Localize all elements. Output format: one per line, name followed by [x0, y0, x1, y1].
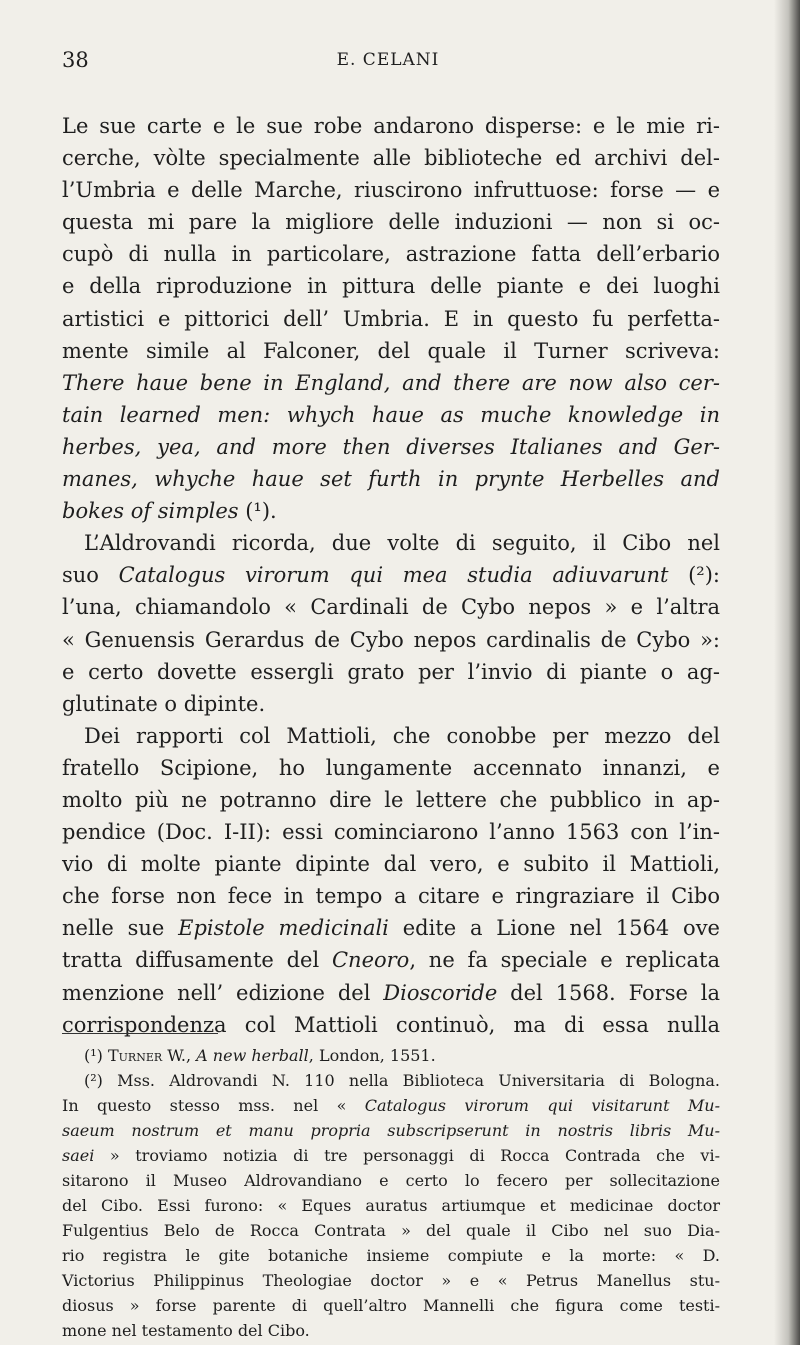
footnote-line: del Cibo. Essi furono: « Eques auratus artiumque et medicinae doctor [62, 1196, 720, 1215]
text-line: mente simile al Falconer, del quale il Turner scriveva: [62, 338, 720, 363]
text-line: suo Catalogus virorum qui mea studia adiuvarunt (²): [62, 563, 720, 588]
footnote-line: (¹) Turner W., A new herball, London, 1551. [84, 1046, 436, 1065]
footnote-line: Fulgentius Belo de Rocca Contrata » del quale il Cibo nel suo Dia- [62, 1221, 720, 1240]
text-line: artistici e pittorici dell’ Umbria. E in questo fu perfetta- [62, 306, 720, 331]
footnotes [62, 1043, 720, 1343]
quotation-line: herbes, yea, and more then diverses Italianes and Ger- [62, 434, 720, 459]
text-line: corrispondenza col Mattioli continuò, ma di essa nulla [62, 1012, 720, 1037]
running-head: E. CELANI [336, 50, 440, 70]
text-line: l’Umbria e delle Marche, riuscirono infruttuose: forse — e [62, 178, 720, 203]
text-line: cupò di nulla in particolare, astrazione fatta dell’erbario [62, 242, 720, 267]
dioscoride-title: Dioscoride [383, 980, 498, 1005]
text-line: e certo dovette essergli grato per l’invio di piante o ag- [62, 659, 720, 684]
page-header [62, 48, 714, 78]
page-number: 38 [62, 48, 89, 72]
footnote-line: sitarono il Museo Aldrovandiano e certo lo fecero per sollecitazione [62, 1171, 720, 1190]
quotation-line: bokes of simples (¹). [62, 499, 277, 524]
footnote-line: (²) Mss. Aldrovandi N. 110 nella Biblioteca Universitaria di Bologna. [84, 1071, 720, 1090]
author-name: Turner [107, 1046, 163, 1065]
footnote-line: mone nel testamento del Cibo. [62, 1321, 310, 1340]
footnote-line: saeum nostrum et manu propria subscripserunt in nostris libris Mu- [62, 1121, 720, 1140]
text-line: tratta diffusamente del Cneoro, ne fa speciale e replicata [62, 948, 720, 973]
epistole-title: Epistole medicinali [178, 916, 389, 941]
quotation-line: tain learned men: whych haue as muche knowledge in [62, 402, 720, 427]
footnote-line: Victorius Philippinus Theologiae doctor » e « Petrus Manellus stu- [62, 1271, 720, 1290]
page-edge-shadow [774, 0, 800, 1345]
text-line: pendice (Doc. I-II): essi cominciarono l’anno 1563 con l’in- [62, 820, 720, 845]
text-line: menzione nell’ edizione del Dioscoride del 1568. Forse la [62, 980, 720, 1005]
herball-title: A new herball [196, 1046, 309, 1065]
text-line: vio di molte piante dipinte dal vero, e subito il Mattioli, [62, 852, 720, 877]
catalogus-title: Catalogus virorum qui mea studia adiuvarunt [118, 563, 669, 588]
text-line: molto più ne potranno dire le lettere che pubblico in ap- [62, 787, 720, 812]
text-line: fratello Scipione, ho lungamente accennato innanzi, e [62, 755, 720, 780]
text-line: Le sue carte e le sue robe andarono disperse: e le mie ri- [62, 114, 720, 138]
text-line: l’una, chiamandolo « Cardinali de Cybo nepos » e l’altra [62, 595, 720, 620]
footnote-ref: (¹). [238, 499, 277, 524]
text-line: glutinate o dipinte. [62, 691, 266, 716]
text-line: che forse non fece in tempo a citare e ringraziare il Cibo [62, 884, 720, 909]
text-line: Dei rapporti col Mattioli, che conobbe per mezzo del [84, 723, 720, 748]
footnote-ref: (²): [668, 563, 720, 588]
text-line: questa mi pare la migliore delle induzioni — non si oc- [62, 210, 720, 235]
text-line: e della riproduzione in pittura delle piante e dei luoghi [62, 274, 720, 299]
footnote-separator [62, 1033, 218, 1034]
footnote-line: diosus » forse parente di quell’altro Mannelli che figura come testi- [62, 1296, 720, 1315]
body-text [62, 110, 720, 1041]
quotation-line: There haue bene in England, and there are now also cer- [62, 370, 720, 395]
text-line: L’Aldrovandi ricorda, due volte di seguito, il Cibo nel [84, 531, 720, 556]
footnote-line: saei » troviamo notizia di tre personaggi di Rocca Contrada che vi- [62, 1146, 720, 1165]
cneoro-term: Cneoro [331, 948, 410, 973]
quotation-line: manes, whyche haue set furth in prynte Herbelles and [62, 467, 720, 492]
footnote-line: rio registra le gite botaniche insieme compiute e la morte: « D. [62, 1246, 720, 1265]
text-line: cerche, vòlte specialmente alle biblioteche ed archivi del- [62, 146, 720, 171]
footnote-line: In questo stesso mss. nel « Catalogus virorum qui visitarunt Mu- [62, 1096, 721, 1115]
text-line: « Genuensis Gerardus de Cybo nepos cardinalis de Cybo »: [62, 627, 720, 652]
text-line: nelle sue Epistole medicinali edite a Lione nel 1564 ove [62, 916, 720, 941]
